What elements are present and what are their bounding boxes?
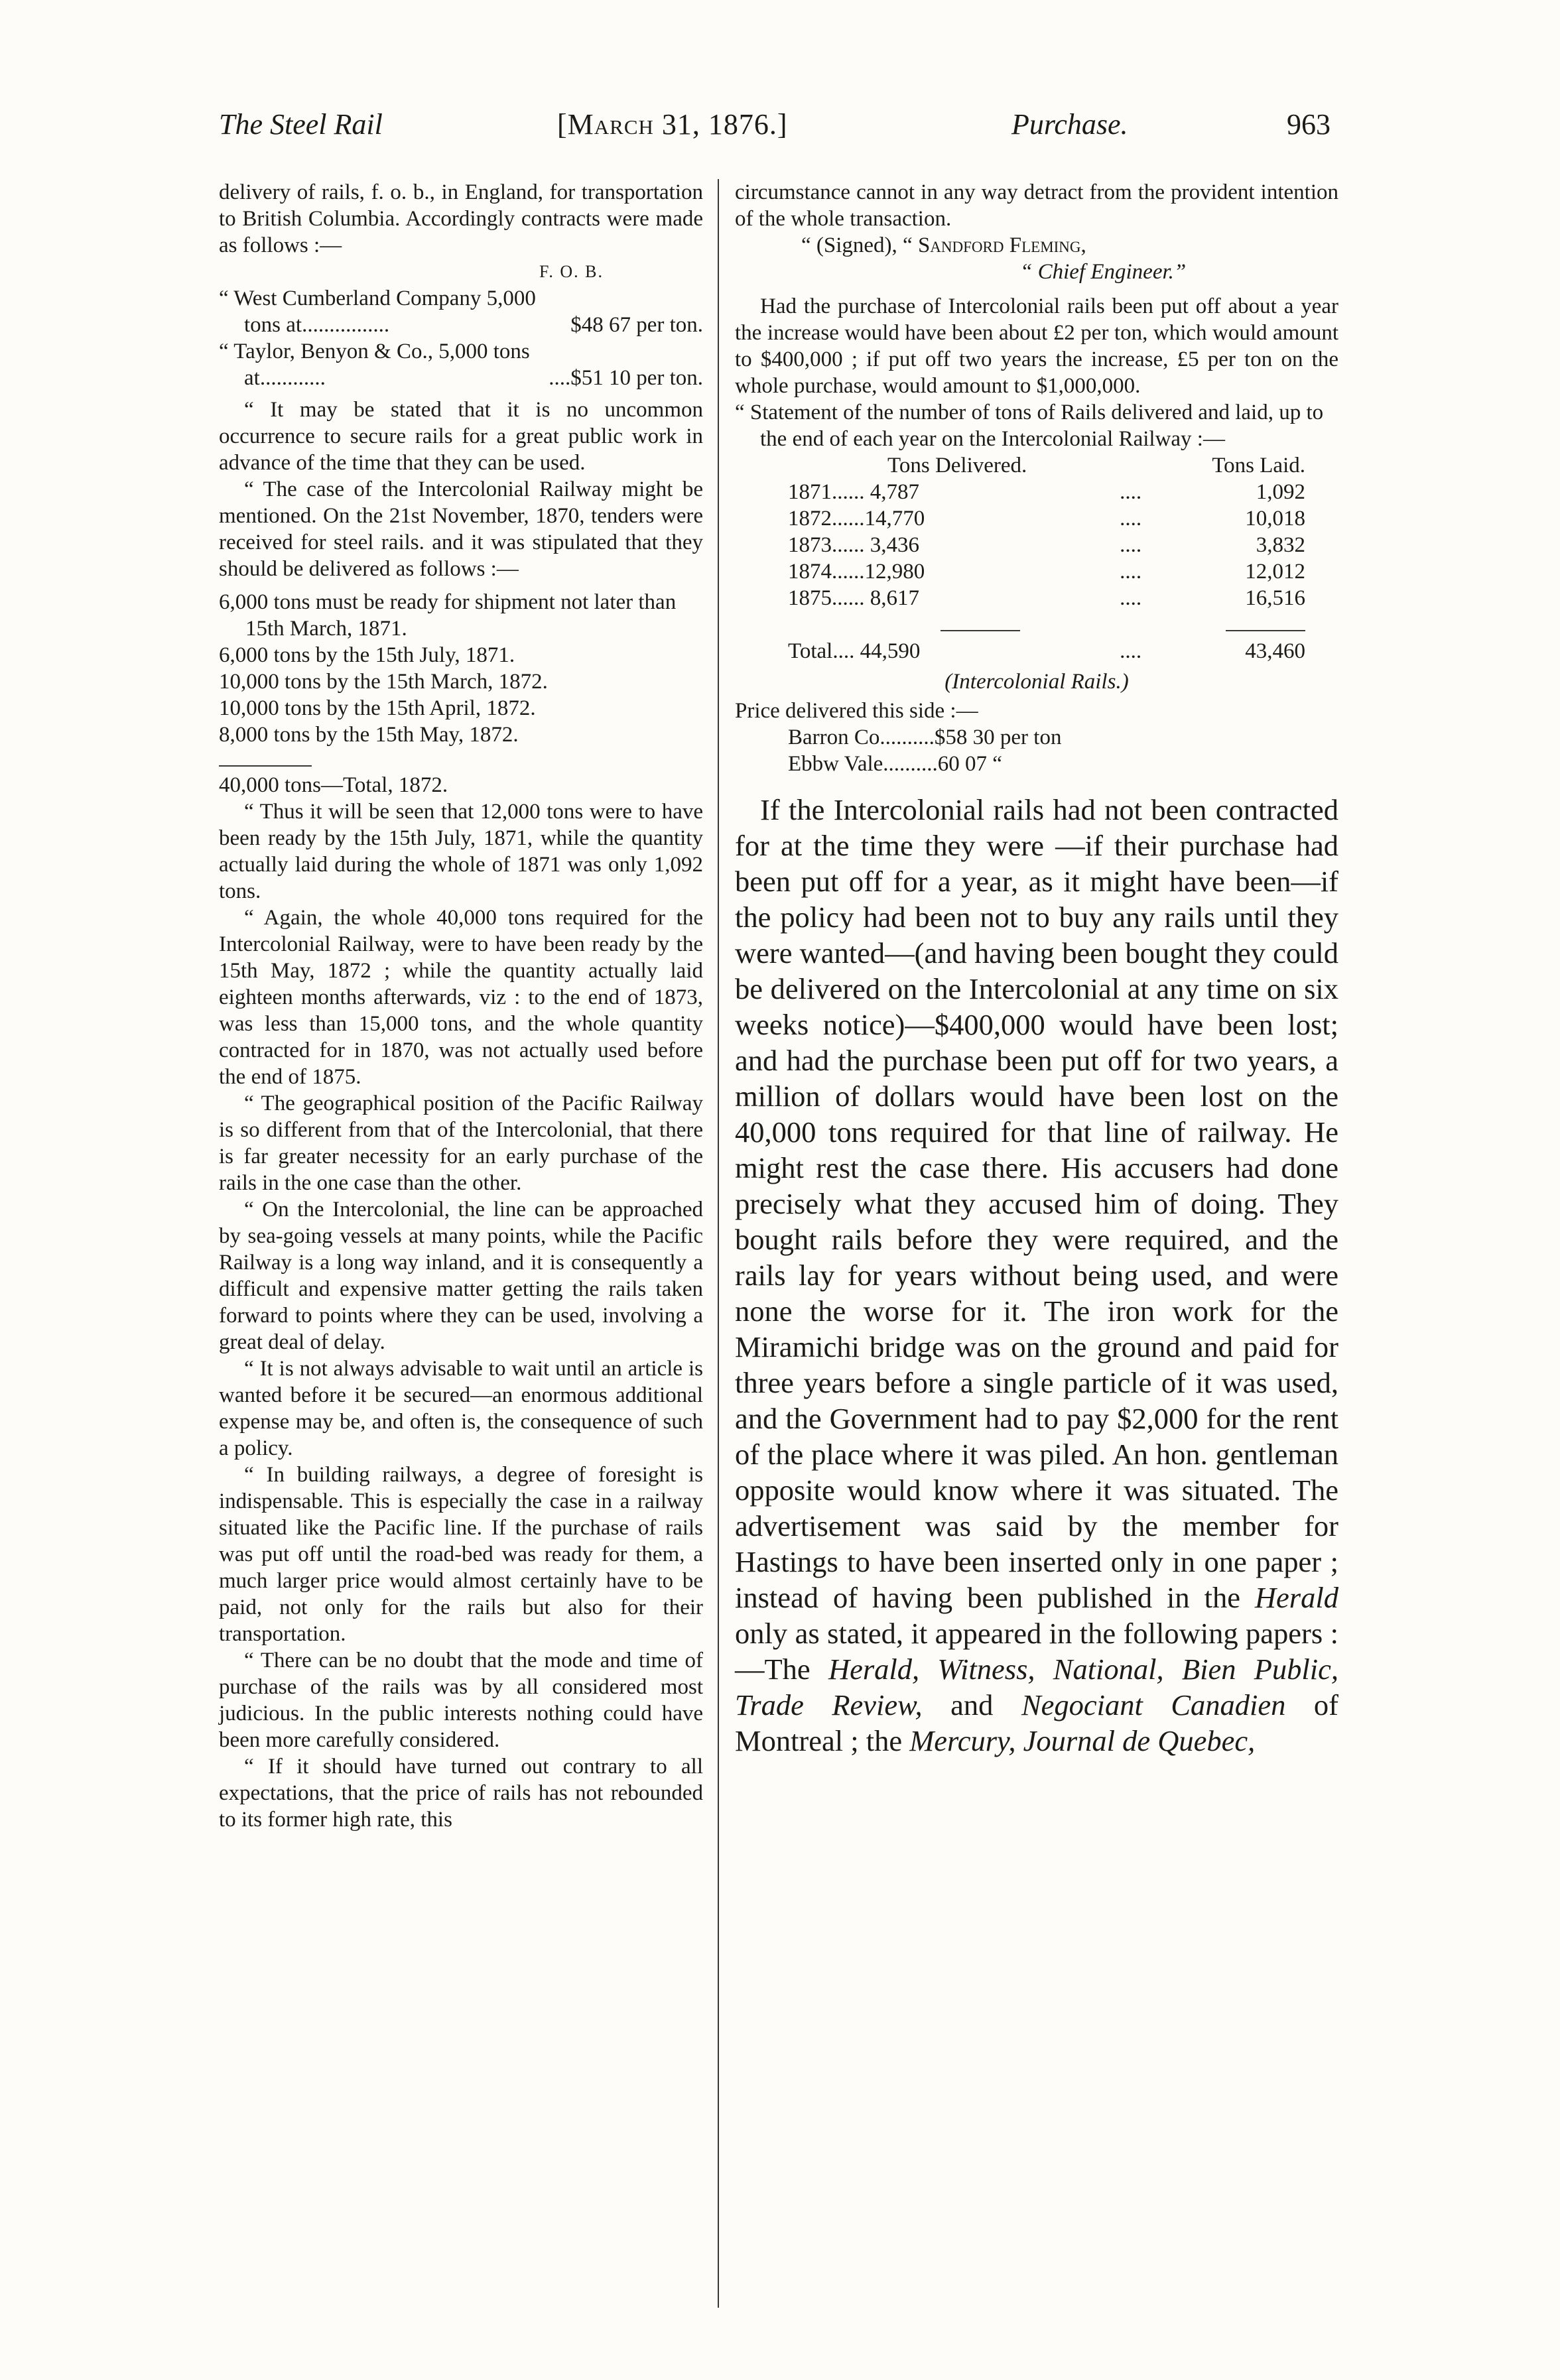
paragraph: “ It is not always advisable to wait until an article is wanted before it be secured—an enormous additional expense may be, and often is, the consequence of such a policy. xyxy=(219,1357,703,1460)
table-total-rule xyxy=(788,611,1332,638)
signature-line xyxy=(735,232,1338,259)
newspaper-names: Herald, Witness, National, Bien Public, Trade Review, xyxy=(735,1653,1339,1722)
table-total-cell: .... xyxy=(1120,639,1142,663)
paragraph: circumstance cannot in any way detract from the provident intention of the whole transaction. xyxy=(735,180,1338,231)
table-caption-text: (Intercolonial Rails.) xyxy=(944,670,1129,694)
delivery-item: 10,000 tons by the 15th April, 1872. xyxy=(219,696,536,720)
paragraph: “ The case of the Intercolonial Railway might be mentioned. On the 21st November, 1870, tenders were received for steel rails. and it was stipulated that they should be delivered as follows :— xyxy=(219,477,703,581)
price-supplier: Barron Co.......... xyxy=(788,725,935,749)
delivery-total: 40,000 tons—Total, 1872. xyxy=(219,773,448,797)
fob-label: F. O. B. xyxy=(539,262,604,281)
table-cell: 1874......12,980 xyxy=(788,560,925,584)
running-title-right: Purchase. xyxy=(1011,108,1128,141)
page-header xyxy=(219,107,1360,154)
contract-price-row xyxy=(219,365,703,391)
table-total-cell: 43,460 xyxy=(1245,639,1305,663)
table-cell: .... xyxy=(1120,480,1142,504)
paragraph: “ In building railways, a degree of foresight is indispensable. This is especially the case in a railway situated like the Pacific line. If the purchase of rails was put off until the road-bed was ready for them, a much larger price would almost certainly have to be paid, not only for the rails but also for their transportation. xyxy=(219,1463,703,1646)
contract-price-row xyxy=(219,312,703,338)
table-total-row xyxy=(788,638,1332,664)
speech-paragraph xyxy=(735,792,1338,1759)
contract-price: ....$51 10 per ton. xyxy=(549,366,703,390)
column-header: Tons Laid. xyxy=(1212,454,1305,477)
paragraph: delivery of rails, f. o. b., in England, for transportation to British Columbia. Accordingly contracts were made as follows :— xyxy=(219,180,703,257)
contract-line: “ West Cumberland Company 5,000 xyxy=(219,286,536,310)
price-intro: Price delivered this side :— xyxy=(735,699,978,723)
signatory-title-text: “ Chief Engineer.” xyxy=(1020,260,1187,284)
rails-table xyxy=(788,452,1332,664)
speech-text: and xyxy=(922,1688,1021,1722)
newspaper-names: Mercury, Journal de Quebec, xyxy=(909,1724,1256,1757)
delivery-item: 10,000 tons by the 15th March, 1872. xyxy=(219,670,548,694)
price-row xyxy=(735,751,1338,777)
table-row xyxy=(788,505,1332,532)
paragraph: “ Thus it will be seen that 12,000 tons were to have been ready by the 15th July, 1871, while the quantity actually laid during the whole of 1871 was only 1,092 tons. xyxy=(219,800,703,903)
table-caption xyxy=(735,668,1338,695)
column-header: Tons Delivered. xyxy=(887,454,1027,477)
running-date: [March 31, 1876.] xyxy=(557,108,788,141)
statement-heading: “ Statement of the number of tons of Rails delivered and laid, up to the end of each year on the Intercolonial Railway :— xyxy=(735,401,1324,451)
column-divider xyxy=(718,179,719,2308)
speech-text: of Montreal ; the xyxy=(735,1688,1338,1757)
running-title-left: The Steel Rail xyxy=(219,108,383,141)
table-header-row xyxy=(788,452,1332,479)
contract-qty: tons at................ xyxy=(244,313,390,337)
signatory-title xyxy=(735,259,1338,285)
table-cell: 1875...... 8,617 xyxy=(788,586,919,610)
table-cell: .... xyxy=(1120,507,1142,531)
price-value: 60 07 “ xyxy=(937,752,1002,776)
paragraph: “ Again, the whole 40,000 tons required for the Intercolonial Railway, were to have been ready by the 15th May, 1872 ; while the quantity actually laid eighteen months afterwards, viz : to the end of 1873, was less than 15,000 tons, and the whole quantity contracted for in 1870, was not actually used before the end of 1875. xyxy=(219,906,703,1089)
column-header xyxy=(1120,452,1212,479)
signatory-name: Sandford Fleming, xyxy=(917,233,1086,257)
page-number: 963 xyxy=(1287,108,1331,141)
table-cell: .... xyxy=(1120,560,1142,584)
table-row xyxy=(788,558,1332,585)
speech-text: If the Intercolonial rails had not been contracted for at the time they were —if their purchase had been put off for a year, as it might have been—if the policy had been not to buy any rails until they were wanted—(and having been bought they could be delivered on the Intercolonial at any time on six weeks notice)—$400,000 would have been lost; and had the purchase been put off for two years, a million of dollars would have been lost on the 40,000 tons required for that line of railway. He might rest the case there. His accusers had done precisely what they accused him of doing. They bought rails before they were required, and the rails lay for years without being used, and were none the worse for it. The iron work for the Miramichi bridge was on the ground and paid for three years before a single particle of it was used, and the Government had to pay $2,000 for the rent of the place where it was piled. An hon. gentleman opposite would know where it was situated. The advertisement was said by the member for Hastings to have been inserted only in one paper ; instead of having been published in the xyxy=(735,793,1338,1614)
table-cell: 1,092 xyxy=(1256,480,1305,504)
table-cell: 1871...... 4,787 xyxy=(788,480,919,504)
table-row xyxy=(788,532,1332,558)
paragraph: “ It may be stated that it is no uncommon occurrence to secure rails for a great public work in advance of the time that they can be used. xyxy=(219,398,703,475)
table-cell: 1872......14,770 xyxy=(788,507,925,531)
price-supplier: Ebbw Vale.......... xyxy=(788,752,938,776)
table-cell: .... xyxy=(1120,586,1142,610)
left-column xyxy=(219,179,703,1833)
table-cell: 1873...... 3,436 xyxy=(788,533,919,557)
paragraph: “ On the Intercolonial, the line can be approached by sea-going vessels at many points, while the Pacific Railway is a long way inland, and it is consequently a difficult and expensive matter getting the rails taken forward to points where they can be used, involving a great deal of delay. xyxy=(219,1198,703,1354)
table-cell: 10,018 xyxy=(1245,507,1305,531)
speech-text: only as stated, it appeared in the following papers :—The xyxy=(735,1617,1338,1686)
table-cell: 16,516 xyxy=(1245,586,1305,610)
table-cell: 12,012 xyxy=(1245,560,1305,584)
delivery-item: 6,000 tons by the 15th July, 1871. xyxy=(219,643,515,667)
table-row xyxy=(788,479,1332,505)
contract-qty: at............ xyxy=(244,366,326,390)
signature-prefix: “ (Signed), “ xyxy=(801,233,918,257)
paragraph: Had the purchase of Intercolonial rails been put off about a year the increase would have been about £2 per ton, which would amount to $400,000 ; if put off two years the increase, £5 per ton on the whole purchase, would amount to $1,000,000. xyxy=(735,294,1338,398)
price-row xyxy=(735,724,1338,751)
paragraph: “ The geographical position of the Pacific Railway is so different from that of the Intercolonial, that there is far greater necessity for an early purchase of the rails in the one case than the other. xyxy=(219,1092,703,1195)
newspaper-name: Herald xyxy=(1254,1581,1338,1614)
table-row xyxy=(788,585,1332,611)
paragraph: “ There can be no doubt that the mode and time of purchase of the rails was by all considered most judicious. In the public interests nothing could have been more carefully considered. xyxy=(219,1649,703,1752)
price-value: $58 30 per ton xyxy=(934,725,1062,749)
table-total-cell: Total.... 44,590 xyxy=(788,639,921,663)
separator-rule xyxy=(219,765,312,767)
paragraph: “ If it should have turned out contrary to all expectations, that the price of rails has not rebounded to its former high rate, this xyxy=(219,1755,703,1832)
table-cell: .... xyxy=(1120,533,1142,557)
contract-price: $48 67 per ton. xyxy=(570,313,703,337)
contract-line: “ Taylor, Benyon & Co., 5,000 tons xyxy=(219,340,530,363)
newspaper-name: Negociant Canadien xyxy=(1021,1688,1286,1722)
delivery-item: 8,000 tons by the 15th May, 1872. xyxy=(219,723,519,747)
delivery-item: 6,000 tons must be ready for shipment not later than 15th March, 1871. xyxy=(219,590,677,641)
right-column xyxy=(735,179,1338,1759)
table-cell: 3,832 xyxy=(1256,533,1305,557)
